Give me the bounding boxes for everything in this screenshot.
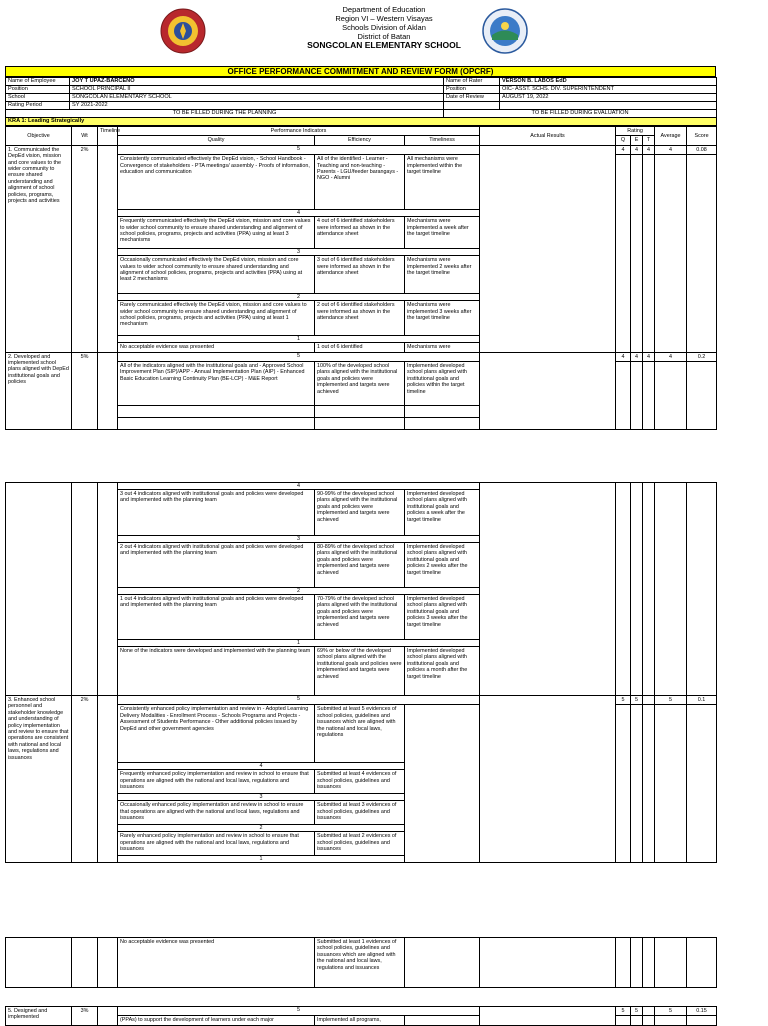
obj3-level-4: 4 [118,763,405,770]
dept-line: Department of Education [342,5,426,14]
obj3-average: 5 [655,696,687,705]
obj3-l5-efficiency: Submitted at least 5 evidences of school policies, guidelines and issuances which are aligned with the national and local laws, regulations [315,705,405,763]
obj1-l1-efficiency: 1 out of 6 identified [315,343,405,352]
obj1-l3-efficiency: 3 out of 6 identified stakeholders were informed as shown in the attendance sheet [315,256,405,294]
obj2-l5-quality: All of the indicators aligned with the institutional goals and - Approved School Improvement Plan (SIP)/APP - Annual Implementation Plan (AIP) - Enhanced Basic Education Learning Continuity Plan (BE-LCP) - M&E Report [118,362,315,406]
objective-5: 5. Designed and implemented [6,1007,72,1026]
obj5-q: 5 [616,1007,631,1016]
obj3-l3-quality: Occasionally enhanced policy implementation and review in school to ensure that operations are aligned with the national and local laws, regulations and issuances [118,801,315,825]
position-label: Position [6,86,70,94]
employee-value: JOY T UPAZ-BARCENO [70,78,444,86]
school-value: SONGCOLAN ELEMENTARY SCHOOL [70,94,444,102]
form-title: OFFICE PERFORMANCE COMMITMENT AND REVIEW FORM (OPCRF) [5,66,716,77]
obj2-l1-timeliness: Implemented developed school plans aligned with institutional goals and policies a month after the target timeline [405,647,480,696]
obj5-l5-quality: (PPAs) to support the development of learners under each major [118,1016,315,1025]
col-q: Q [616,136,631,145]
col-timeliness: Timeliness [405,136,480,145]
obj2-level-5: 5 [118,352,480,361]
obj2-l3-timeliness: Implemented developed school plans aligned with institutional goals and policies 2 weeks after the target timeline [405,543,480,588]
region-line: Region VI – Western Visayas [335,14,433,23]
level-5: 5 [118,145,480,154]
obj3-q: 5 [616,696,631,705]
obj2-l1-quality: None of the indicators were developed and implemented with the planning team [118,647,315,696]
rater-label: Name of Rater [444,78,500,86]
obj2-average: 4 [655,352,687,361]
performance-table-page3b [5,1006,717,1026]
obj2-score: 0.2 [687,352,717,361]
col-weight: Wt [72,127,98,146]
objective-5-weight: 3% [72,1007,98,1026]
obj3-l5-quality: Consistently enhanced policy implementation and review in - Adopted Learning Delivery Modalities - Enrollment Process - Schools Programs and Projects - Assessment of Students Performance - Other additional policies issued by DepEd and other government agencies [118,705,315,763]
obj2-l2-efficiency: 70-79% of the developed school plans aligned with the institutional goals and policies were implemented and targets were achieved [315,595,405,640]
rater-position-label: Position [444,86,500,94]
obj3-level-3: 3 [118,794,405,801]
division-line: Schools Division of Aklan [342,23,426,32]
obj2-l4-timeliness: Implemented developed school plans aligned with institutional goals and policies a week after the target timeline [405,490,480,536]
col-score: Score [687,127,717,146]
obj3-level-5: 5 [118,696,480,705]
obj2-t: 4 [643,352,655,361]
obj1-l1-timeliness: Mechanisms were [405,343,480,352]
school-name-header: SONGCOLAN ELEMENTARY SCHOOL [307,40,461,50]
obj1-l3-quality: Occasionally communicated effectively the DepEd vision, mission and core values to wider school community to ensure shared understanding and alignment of school policies, programs, projects and activities (PPA) using at least 2 mechanisms [118,256,315,294]
performance-table-page3 [5,937,717,988]
employee-info-table [5,77,717,126]
obj5-average: 5 [655,1007,687,1016]
school-label: School [6,94,70,102]
objective-1: 1. Communicated the DepEd vision, mission and core values to the wider community to ensure shared understanding and alignment of school policies, programs, projects and activities [6,145,72,352]
obj2-l5-efficiency: 100% of the developed school plans aligned with the institutional goals and policies were implemented and targets were achieved [315,362,405,406]
obj2-l1-efficiency: 69% or below of the developed school plans aligned with the institutional goals and policies were implemented and targets were achieved [315,647,405,696]
col-t: T [643,136,655,145]
col-average: Average [655,127,687,146]
performance-table-page1 [5,126,717,430]
obj2-level-2: 2 [118,588,480,595]
obj3-l1-efficiency: Submitted at least 1 evidences of school policies, guidelines and issuances which are aligned with the national and local laws, regulations and issuances [315,938,405,988]
col-efficiency: Efficiency [315,136,405,145]
obj1-e: 4 [631,145,643,154]
obj1-l5-quality: Consistently communicated effectively the DepEd vision, - School Handbook - Convergence of stakeholders - PTA meetings/ assembly - Proofs of information, education and communication [118,155,315,210]
obj2-l2-timeliness: Implemented developed school plans aligned with institutional goals and policies 3 weeks after the target timeline [405,595,480,640]
obj5-level-5: 5 [118,1007,480,1016]
objective-2-weight: 5% [72,352,98,429]
obj3-l3-efficiency: Submitted at least 3 evidences of school policies, guidelines and issuances [315,801,405,825]
employee-label: Name of Employee [6,78,70,86]
obj2-l4-quality: 3 out 4 indicators aligned with institutional goals and policies were developed and implemented with the planning team [118,490,315,536]
obj2-l3-quality: 2 out 4 indicators aligned with institutional goals and policies were developed and implemented with the planning team [118,543,315,588]
objective-3: 3. Enhanced school personnel and stakeholder knowledge and understanding of policy implementation and review to ensure that operations are consistent with national and local laws, regulations and issuances [6,696,72,863]
obj1-l2-quality: Rarely communicated effectively the DepEd vision, mission and core values to wider school community to ensure shared understanding and alignment of school policies, programs, projects and activities (PPA) using at least 1 mechanism [118,301,315,336]
review-date-label: Date of Review [444,94,500,102]
obj2-level-3: 3 [118,536,480,543]
obj1-average: 4 [655,145,687,154]
period-value: SY 2021-2022 [70,102,444,110]
obj3-score: 0.1 [687,696,717,705]
col-e: E [631,136,643,145]
obj5-e: 5 [631,1007,643,1016]
obj3-level-1: 1 [118,856,405,863]
district-line: District of Batan [357,32,411,41]
obj1-t: 4 [643,145,655,154]
obj2-l5-timeliness: Implemented developed school plans aligned with institutional goals and policies within the target timeline [405,362,480,406]
period-label: Rating Period [6,102,70,110]
obj1-l2-timeliness: Mechanisms were implemented 3 weeks after the target timeline [405,301,480,336]
col-quality: Quality [118,136,315,145]
level-2: 2 [118,294,480,301]
col-timeline: Timeline [98,127,118,146]
obj1-l4-timeliness: Mechanisms were implemented a week after the target timeline [405,217,480,249]
rater-position-value: OIC- ASST. SCHS. DIV. SUPERINTENDENT [500,86,717,94]
obj2-q: 4 [616,352,631,361]
evaluation-note: TO BE FILLED DURING EVALUATION [444,110,717,118]
obj1-l5-timeliness: All mechanisms were implemented within the target timeline [405,155,480,210]
obj2-l4-efficiency: 90-99% of the developed school plans aligned with the institutional goals and policies were implemented and targets were achieved [315,490,405,536]
obj1-l2-efficiency: 2 out of 6 identified stakeholders were informed as shown in the attendance sheet [315,301,405,336]
review-date-value: AUGUST 19, 2022 [500,94,717,102]
obj1-l4-efficiency: 4 out of 6 identified stakeholders were informed as shown in the attendance sheet [315,217,405,249]
obj3-l4-quality: Frequently enhanced policy implementation and review in school to ensure that operations are aligned with the national and local laws, regulations and issuances [118,770,315,794]
obj5-score: 0.15 [687,1007,717,1016]
col-rating: Rating [616,127,655,136]
level-4: 4 [118,210,480,217]
obj1-l1-quality: No acceptable evidence was presented [118,343,315,352]
kra-heading: KRA 1: Leading Strategically [6,118,717,126]
obj3-e: 5 [631,696,643,705]
performance-table-page2 [5,482,717,863]
obj5-l5-efficiency: Implemented all programs, [315,1016,405,1025]
level-3: 3 [118,249,480,256]
obj3-level-2: 2 [118,825,405,832]
obj2-l2-quality: 1 out 4 indicators aligned with institutional goals and policies were developed and implemented with the planning team [118,595,315,640]
obj1-l5-efficiency: All of the identified - Learner - Teaching and non-teaching - Parents - LGU/feeder barangays - NGO - Alumni [315,155,405,210]
obj3-l2-efficiency: Submitted at least 2 evidences of school policies, guidelines and issuances [315,832,405,856]
objective-2: 2. Developed and implemented school plans aligned with DepEd institutional goals and policies [6,352,72,429]
obj3-l4-efficiency: Submitted at least 4 evidences of school policies, guidelines and issuances [315,770,405,794]
position-value: SCHOOL PRINCIPAL II [70,86,444,94]
obj1-l3-timeliness: Mechanisms were implemented 2 weeks after the target timeline [405,256,480,294]
objective-3-weight: 2% [72,696,98,863]
level-1: 1 [118,336,480,343]
objective-1-weight: 2% [72,145,98,352]
obj1-score: 0.08 [687,145,717,154]
obj1-q: 4 [616,145,631,154]
obj2-level-1: 1 [118,640,480,647]
col-performance-indicators: Performance Indicators [118,127,480,136]
obj2-level-4: 4 [118,483,480,490]
obj1-l4-quality: Frequently communicated effectively the DepEd vision, mission and core values to wider school community to ensure shared understanding and alignment of school policies, programs, projects and activities (PPA) using at least 3 mechanisms [118,217,315,249]
col-actual-results: Actual Results [480,127,616,146]
obj3-l2-quality: Rarely enhanced policy implementation and review in school to ensure that operations are aligned with the national and local laws, regulations and issuances [118,832,315,856]
obj3-l1-quality: No acceptable evidence was presented [118,938,315,988]
obj2-l3-efficiency: 80-89% of the developed school plans aligned with the institutional goals and policies were implemented and targets were achieved [315,543,405,588]
col-objective: Objective [6,127,72,146]
obj2-e: 4 [631,352,643,361]
planning-note: TO BE FILLED DURING THE PLANNING [6,110,444,118]
rater-value: VERSON B. LABOS EdD [500,78,717,86]
